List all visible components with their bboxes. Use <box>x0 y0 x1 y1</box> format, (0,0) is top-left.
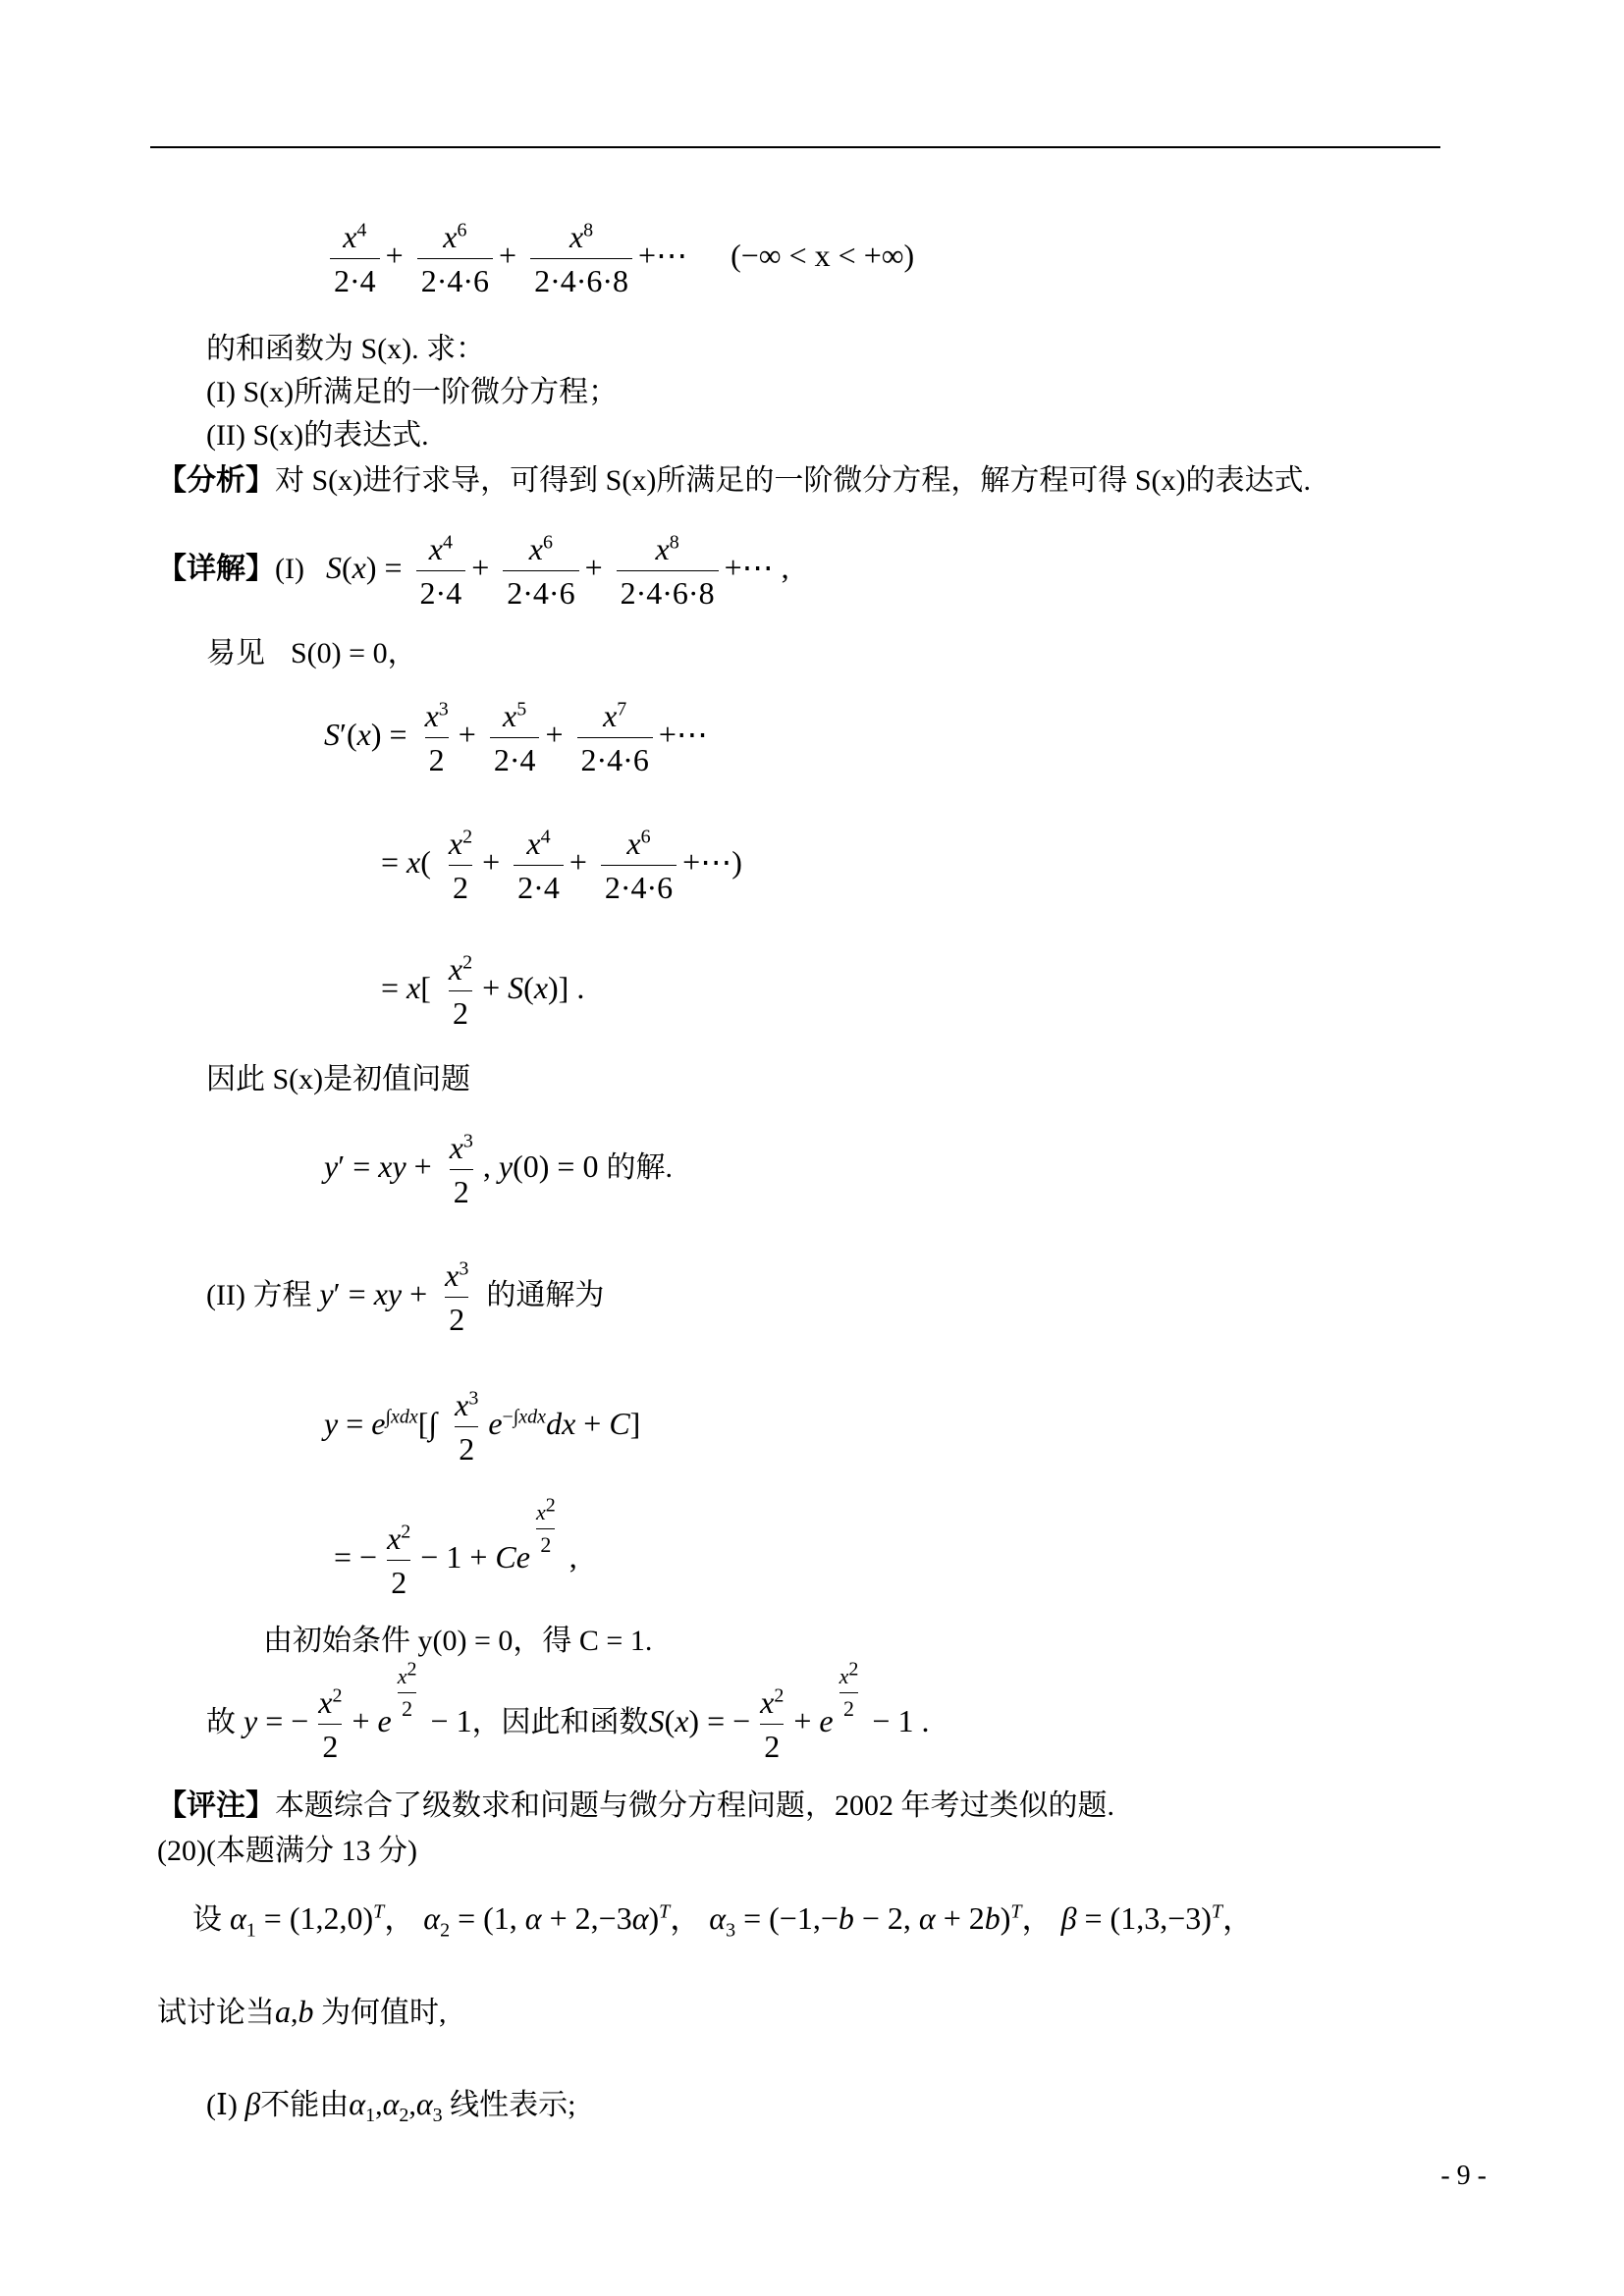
comment-paragraph <box>157 1789 1114 1824</box>
general-solution-of: 的通解为 <box>486 1279 605 1312</box>
part2-prefix: (II) 方程 <box>206 1279 312 1312</box>
solution-of: 的解. <box>606 1151 673 1185</box>
discuss: 试讨论当 <box>157 1997 275 2029</box>
analysis-paragraph <box>157 463 1311 499</box>
discuss-suffix: 为何值时, <box>321 1997 447 2029</box>
series-range: (−∞ < x < +∞) <box>731 238 915 274</box>
solution-part1: (I) <box>275 553 304 586</box>
q1-label: (Ⅰ) <box>206 2089 238 2121</box>
solution-label: 【详解】 <box>157 553 275 586</box>
initial-condition: 由初始条件 y(0) = 0，得 C = 1. <box>263 1625 653 1657</box>
part1-question: (I) S(x)所满足的一阶微分方程； <box>206 376 619 408</box>
hence-sum: ，因此和函数 <box>471 1706 649 1739</box>
easy-see-line <box>206 636 417 671</box>
discuss-line: 试讨论当a,b 为何值时, <box>157 1994 447 2029</box>
derivative-line: S′(x) = $\frac{x^3}{2}$ + $\frac{x^5}{2\cdot 4}$ + $\frac{x^7}{2\cdot 4\cdot 6}$ +⋯ <box>324 698 708 778</box>
sum-function-intro: 的和函数为 S(x). 求： <box>206 333 486 365</box>
q1-body: 不能由 <box>260 2089 350 2121</box>
derivative-result: = x[ $\frac{x^2}{2}$ + S(x)] . <box>381 951 585 1032</box>
question1-line: (Ⅰ) β不能由$\alpha_1,\alpha_2,\alpha_3$ 线性表示; <box>206 2086 576 2126</box>
hence: 故 <box>206 1706 236 1739</box>
comment-body: 本题综合了级数求和问题与微分方程问题，2002 年考过类似的题. <box>275 1789 1114 1822</box>
part2-equation-line: (II) 方程 y′ = xy + $\frac{x^3}{2}$ 的通解为 <box>206 1257 605 1338</box>
vector-definitions: 设 $\alpha_1 = (1,2,0)^T$， $\alpha_2 = (1$, α + 2,−3α)$^T$， $\alpha_3 = (-1,-b - 2$, α + 2b)$^T$， $\beta = (1,3,-3)^T$， <box>192 1900 1255 1942</box>
therefore-ivp: 因此 S(x)是初值问题 <box>206 1063 471 1095</box>
let: 设 <box>192 1903 222 1936</box>
general-solution-formula: $y = e^{\int xdx}[\int$ $\frac{x^3}{2}$ $e^{-\int xdx}dx + C$] <box>324 1387 641 1468</box>
s-zero: S(0) = 0， <box>291 637 417 669</box>
problem20-header: (20)(本题满分 13 分) <box>157 1835 417 1867</box>
analysis-body: 对 S(x)进行求导，可得到 S(x)所满足的一阶微分方程，解方程可得 S(x)的表达式. <box>275 464 1311 497</box>
page-number: - 9 - <box>1440 2161 1487 2191</box>
q1-suffix: 线性表示; <box>450 2089 576 2121</box>
derivative-factored: = x( $\frac{x^2}{2}$ + $\frac{x^4}{2\cdot 4}$ + $\frac{x^6}{2\cdot 4\cdot 6}$ +⋯) <box>381 826 742 906</box>
ivp-equation: y′ = xy + $\frac{x^3}{2}$ , y(0) = 0 的解. <box>324 1130 673 1210</box>
solution-s-def: 【详解】(I) S(x) = $\frac{x^4}{2\cdot 4}$ + $\frac{x^6}{2\cdot 4\cdot 6}$ + $\frac{x^8}{2\cdot 4\cdot 6\cdot 8}$ +⋯ , <box>157 531 789 612</box>
final-answer-line: 故 y = − $\frac{x^2}{2}$ + e $\frac{x^2}{2}$ − 1，因此和函数S(x) = − $\frac{x^2}{2}$ + e $\frac{x^2}{2}$ − 1 . <box>206 1658 930 1765</box>
general-solution-simplified: = − $\frac{x^2}{2}$ − 1 + Ce $\frac{x^2}{2}$ , <box>334 1494 577 1601</box>
header-rule <box>150 146 1440 148</box>
series-expression: $\frac{x^4}{2\cdot 4}$ + $\frac{x^6}{2\cdot 4\cdot 6}$ + $\frac{x^8}{2\cdot 4\cdot 6\cdot 8}$ +⋯ (−∞ < x < +∞) <box>324 218 914 300</box>
analysis-label: 【分析】 <box>157 464 275 497</box>
comment-label: 【评注】 <box>157 1789 275 1822</box>
part2-question: (II) S(x)的表达式. <box>206 419 429 452</box>
easy-see: 易见 <box>206 637 265 669</box>
